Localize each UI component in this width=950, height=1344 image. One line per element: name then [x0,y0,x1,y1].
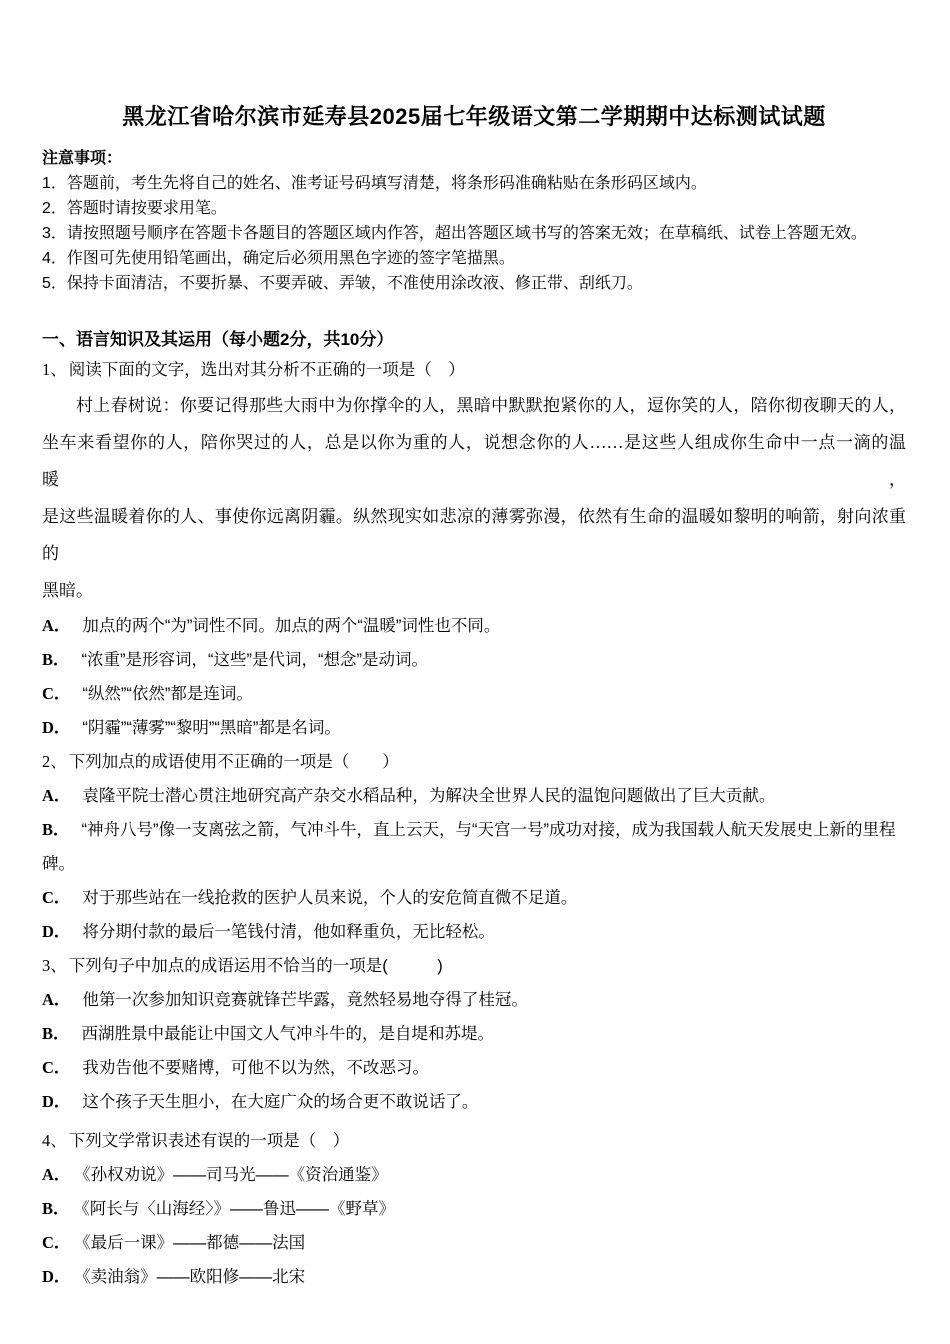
option-row-b [42,1017,906,1051]
option-label: B． [42,1024,70,1043]
notice-item-5: 5．保持卡面清洁，不要折暴、不要弄破、弄皱，不准使用涂改液、修正带、刮纸刀。 [42,275,643,292]
option-text: 袁隆平院士潜心贯注地研究高产杂交水稻品种，为解决全世界人民的温饱问题做出了巨大贡献。 [82,787,776,805]
option-row-c [42,1226,906,1260]
notice-item-2: 2．答题时请按要求用笔。 [42,200,227,217]
option-row-a [42,1158,906,1192]
option-label: D． [42,1267,71,1286]
option-text: “阴霾”“薄雾”“黎明”“黑暗”都是名词。 [82,719,341,737]
question-number: 3、 [42,956,67,975]
option-label: D． [42,718,71,737]
notice-heading: 注意事项： [42,150,123,167]
passage-line: 村上春树说：你要记得那些大雨中为你撑伞的人，黑暗中默默抱紧你的人，逗你笑的人，陪你彻夜聊天的人， [76,396,906,415]
section-1-language-knowledge [42,327,906,1294]
option-text: 《卖油翁》——欧阳修——北宋 [82,1268,306,1286]
notice-item-4: 4．作图可先使用铅笔画出，确定后必须用黑色字迹的签字笔描黑。 [42,250,515,267]
question-stem-text: 下列句子中加点的成语运用不恰当的一项是( ) [68,957,443,975]
notice-item-3: 3．请按照题号顺序在答题卡各题目的答题区域内作答，超出答题区域书写的答案无效；在草稿纸、试卷上答题无效。 [42,225,867,242]
option-row-d [42,1260,906,1294]
option-row-c [42,881,906,915]
question-number: 4、 [42,1131,67,1150]
option-label: C． [42,684,71,703]
option-label: B． [42,650,70,669]
question-stem [42,745,906,779]
option-row-a [42,779,906,813]
option-label: A． [42,616,71,635]
option-row-c [42,677,906,711]
option-label: B． [42,1199,70,1218]
question-1 [42,353,906,745]
option-text: 将分期付款的最后一笔钱付清，他如释重负，无比轻松。 [82,923,495,941]
option-label: A． [42,990,71,1009]
option-row-a [42,983,906,1017]
question-stem-text: 下列加点的成语使用不正确的一项是（ ） [68,753,399,771]
question-2 [42,745,906,949]
option-row-c [42,1051,906,1085]
option-text: “纵然”“依然”都是连词。 [82,685,253,703]
option-label: B． [42,820,70,839]
option-label: A． [42,1165,71,1184]
option-row-b [42,813,906,881]
option-label: D． [42,922,71,941]
passage-line: 坐车来看望你的人，陪你哭过的人，总是以你为重的人，说想念你的人……是这些人组成你生命中一点一滴的温暖， [42,433,906,489]
option-text: 他第一次参加知识竞赛就锋芒毕露，竟然轻易地夺得了桂冠。 [82,991,528,1009]
notice-item-1: 1．答题前，考生先将自己的姓名、准考证号码填写清楚，将条形码准确粘贴在条形码区域内。 [42,175,707,192]
option-row-a [42,609,906,643]
passage-line: 是这些温暖着你的人、事使你远离阴霾。纵然现实如悲凉的薄雾弥漫，依然有生命的温暖如黎明的响箭，射向浓重的 [42,507,906,563]
question-3 [42,949,906,1119]
option-text: 我劝告他不要赌博，可他不以为然，不改恶习。 [82,1059,429,1077]
option-text: “神舟八号”像一支离弦之箭，气冲斗牛，直上云天，与“天宫一号”成功对接，成为我国载人航天发展史上新的里程碑。 [42,821,896,873]
question-stem [42,353,906,387]
option-text: 这个孩子天生胆小，在大庭广众的场合更不敢说话了。 [82,1093,479,1111]
option-row-d [42,711,906,745]
notice-section [42,146,906,296]
option-row-d [42,1085,906,1119]
option-text: 《阿长与〈山海经〉》——鲁迅——《野草》 [81,1200,396,1218]
option-text: 西湖胜景中最能让中国文人气冲斗牛的，是自堤和苏堤。 [81,1025,495,1043]
option-row-b [42,1192,906,1226]
question-stem-text: 下列文学常识表述有误的一项是（ ） [68,1132,350,1150]
option-text: “浓重”是形容词，“这些”是代词，“想念”是动词。 [81,651,428,669]
question-number: 2、 [42,752,67,771]
option-label: A． [42,786,71,805]
question-4 [42,1124,906,1294]
option-text: 《最后一课》——都德——法国 [82,1234,306,1252]
question-stem-text: 阅读下面的文字，选出对其分析不正确的一项是（ ） [68,361,465,379]
option-text: 加点的两个“为”词性不同。加点的两个“温暖”词性也不同。 [82,617,501,635]
option-row-d [42,915,906,949]
option-label: C． [42,1233,71,1252]
option-row-b [42,643,906,677]
page-title: 黑龙江省哈尔滨市延寿县2025届七年级语文第二学期期中达标测试试题 [122,104,826,129]
question-stem [42,1124,906,1158]
option-label: C． [42,888,71,907]
option-text: 对于那些站在一线抢救的医护人员来说，个人的安危简直微不足道。 [82,889,578,907]
option-label: D． [42,1092,71,1111]
option-label: C． [42,1058,71,1077]
section-heading: 一、语言知识及其运用（每小题2分，共10分） [42,330,394,349]
question-number: 1、 [42,360,67,379]
option-text: 《孙权劝说》——司马光——《资治通鉴》 [82,1166,388,1184]
question-stem [42,949,906,983]
passage-line: 黑暗。 [42,581,93,600]
